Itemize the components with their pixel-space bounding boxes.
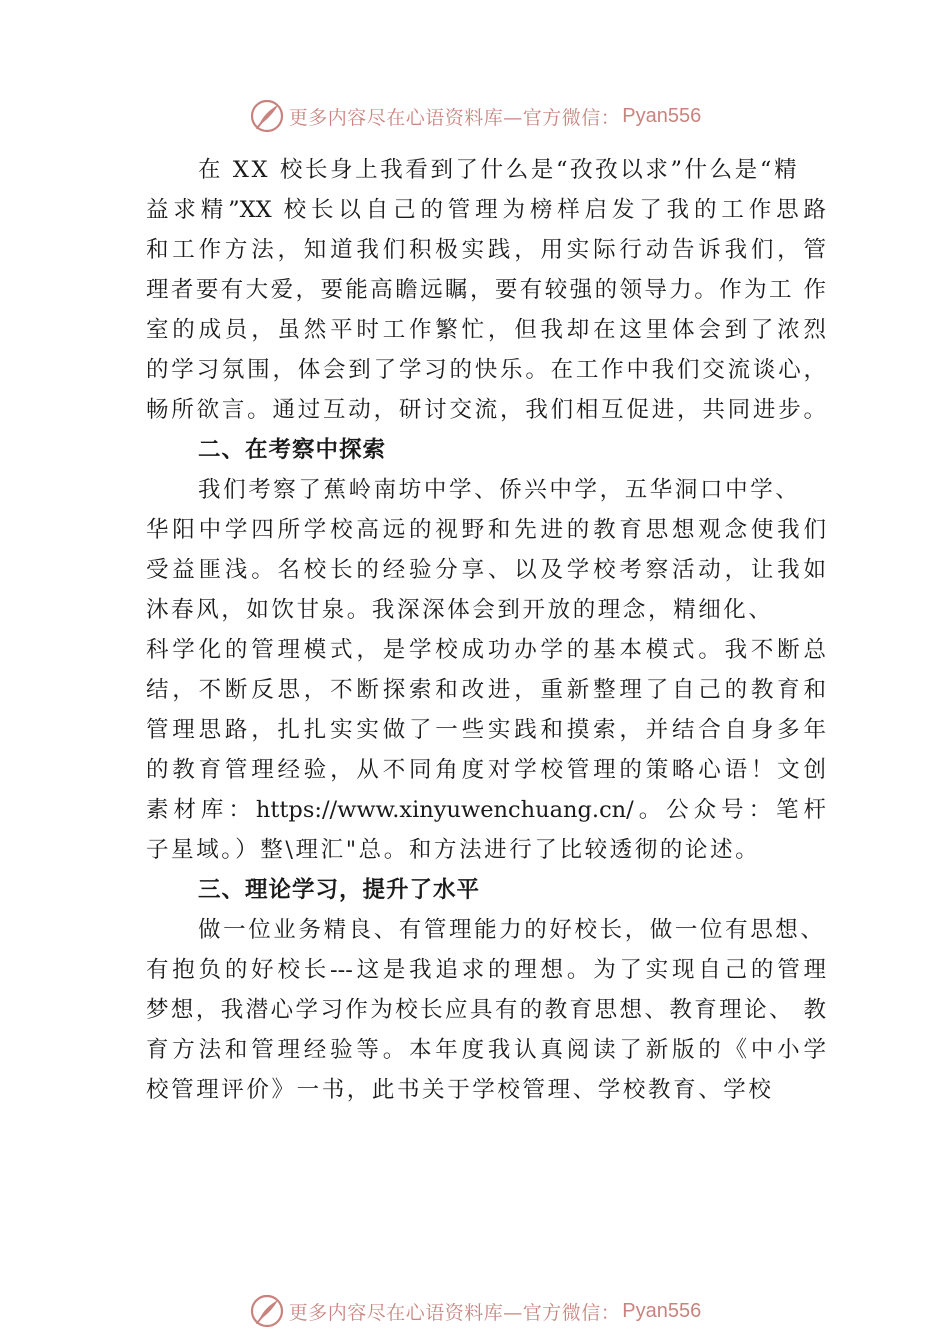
watermark-account: Pyan556 — [622, 104, 702, 127]
text-line: 梦想，我潜心学习作为校长应具有的教育思想、教育理论、 教 — [146, 997, 826, 1023]
section-heading: 三、理论学习，提升了水平 — [198, 877, 481, 903]
text-line: 室的成员，虽然平时工作繁忙，但我却在这里体会到了浓烈 — [146, 317, 826, 343]
text-line: 结，不断反思，不断探索和改进，重新整理了自己的教育和 — [146, 677, 826, 703]
text-line: 沐春风，如饮甘泉。我深深体会到开放的理念，精细化、 — [146, 597, 774, 623]
text-line: 有抱负的好校长---这是我追求的理想。为了实现自己的管理 — [146, 957, 826, 983]
header-watermark — [0, 96, 950, 136]
text-line: 的学习氛围，体会到了学习的快乐。在工作中我们交流谈心， — [146, 357, 826, 383]
text-line: 管理思路，扎扎实实做了一些实践和摸索，并结合自身多年 — [146, 717, 826, 743]
text-line: 我们考察了蕉岭南坊中学、侨兴中学，五华洞口中学、 — [198, 477, 801, 503]
text-line: 素材库：https://www.xinyuwenchuang.cn/。公众号：笔杆 — [146, 797, 826, 823]
quill-logo-icon — [249, 1293, 285, 1329]
watermark-account: Pyan556 — [622, 1299, 702, 1322]
section-heading: 二、在考察中探索 — [198, 437, 387, 463]
text-line: 校管理评价》一书，此书关于学校管理、学校教育、学校 — [146, 1077, 774, 1103]
watermark-text: 更多内容尽在心语资料库—官方微信： — [288, 106, 621, 129]
text-line: 育方法和管理经验等。本年度我认真阅读了新版的《中小学 — [146, 1037, 826, 1063]
watermark-text: 更多内容尽在心语资料库—官方微信： — [288, 1301, 621, 1324]
text-line: 的教育管理经验，从不同角度对学校管理的策略心语！文创 — [146, 757, 826, 783]
text-line: 畅所欲言。通过互动，研讨交流，我们相互促进，共同进步。 — [146, 397, 826, 423]
text-line: 科学化的管理模式，是学校成功办学的基本模式。我不断总 — [146, 637, 826, 663]
footer-watermark — [0, 1291, 950, 1331]
text-line: 受益匪浅。名校长的经验分享、以及学校考察活动，让我如 — [146, 557, 826, 583]
body-text — [146, 150, 826, 1110]
quill-logo-icon — [249, 98, 285, 134]
text-line: 理者要有大爱，要能高瞻远瞩，要有较强的领导力。作为工 作 — [146, 277, 826, 303]
text-line: 益求精”XX 校长以自己的管理为榜样启发了我的工作思路 — [146, 197, 826, 223]
text-line: 和工作方法，知道我们积极实践，用实际行动告诉我们，管 — [146, 237, 826, 263]
text-line: 华阳中学四所学校高远的视野和先进的教育思想观念使我们 — [146, 517, 826, 543]
text-line: 做一位业务精良、有管理能力的好校长，做一位有思想、 — [198, 917, 826, 943]
text-line: 在 XX 校长身上我看到了什么是“孜孜以求”什么是“精 — [198, 157, 800, 183]
text-line: 子星域。）整\理汇"总。和方法进行了比较透彻的论述。 — [146, 837, 761, 863]
